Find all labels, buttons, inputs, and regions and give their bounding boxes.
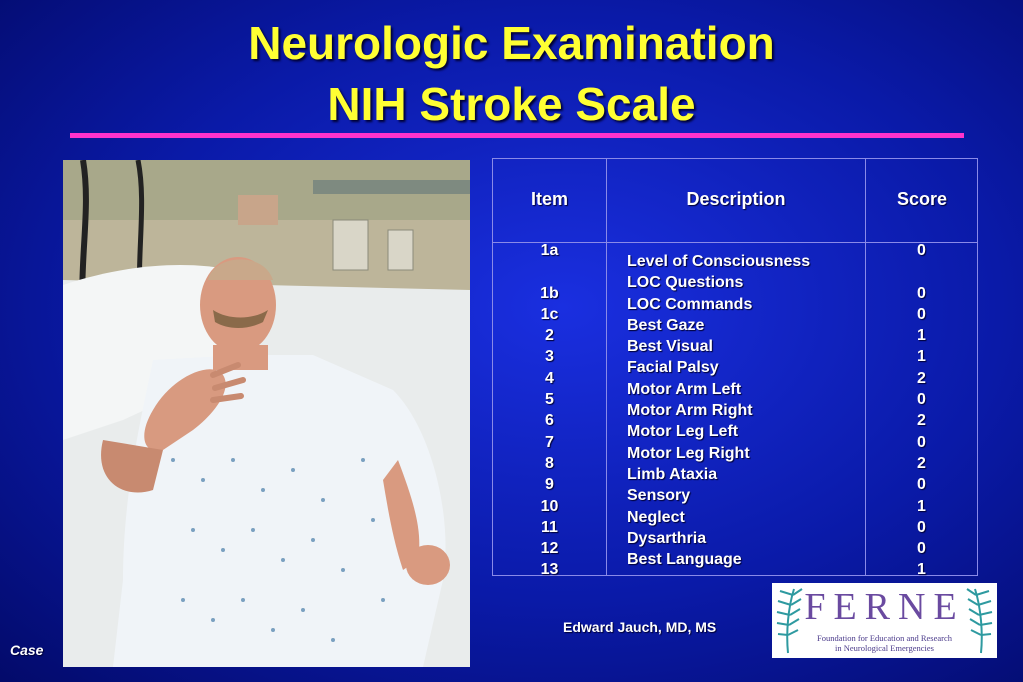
description-cell: Level of Consciousness <box>627 253 811 270</box>
nihss-table <box>492 158 978 579</box>
item-column <box>493 240 606 581</box>
item-cell: 2 <box>545 327 554 345</box>
score-cell: 0 <box>917 518 926 536</box>
description-cell: Best Visual <box>627 338 713 356</box>
description-cell: LOC Questions <box>627 274 744 292</box>
fern-leaf-icon <box>967 589 992 653</box>
item-cell: 7 <box>545 433 554 451</box>
score-cell: 0 <box>917 391 926 409</box>
item-cell: 5 <box>545 391 554 409</box>
title-divider <box>70 133 964 138</box>
item-cell: 6 <box>545 412 554 430</box>
item-cell: 1b <box>540 284 559 302</box>
case-label: Case <box>10 642 44 658</box>
item-cell: 10 <box>540 497 559 515</box>
logo-subtitle: in Neurological Emergencies <box>835 643 934 653</box>
score-cell: 0 <box>917 433 926 451</box>
slide-title: Neurologic Examination <box>248 17 775 69</box>
score-cell: 0 <box>917 284 926 302</box>
item-cell <box>493 261 606 282</box>
score-cell: 1 <box>917 348 926 366</box>
description-cell: Motor Arm Right <box>627 402 753 420</box>
header-score: Score <box>896 189 948 209</box>
item-cell: 11 <box>541 518 558 536</box>
description-column <box>627 251 810 570</box>
description-cell: Sensory <box>627 487 691 505</box>
patient-photo <box>63 160 470 667</box>
author-credit: Edward Jauch, MD, MS <box>563 619 717 635</box>
item-cell: 13 <box>540 561 559 579</box>
item-cell: 3 <box>545 348 554 366</box>
score-cell <box>865 261 978 282</box>
score-cell: 0 <box>917 305 926 323</box>
item-cell: 1a <box>540 242 559 259</box>
column-divider <box>606 159 607 575</box>
item-cell: 8 <box>545 454 554 472</box>
logo-subtitle: Foundation for Education and Research <box>816 633 953 643</box>
score-cell: 1 <box>917 561 926 579</box>
score-cell: 2 <box>917 369 926 387</box>
header-description: Description <box>686 189 786 209</box>
fern-leaf-icon <box>777 589 802 653</box>
item-cell: 12 <box>540 540 559 558</box>
description-cell: Facial Palsy <box>627 359 719 377</box>
description-cell: Best Language <box>627 551 742 569</box>
description-cell: Dysarthria <box>627 529 707 547</box>
score-cell: 2 <box>917 454 926 472</box>
item-cell: 4 <box>545 369 554 387</box>
slide-subtitle: NIH Stroke Scale <box>327 78 696 130</box>
ferne-logo <box>772 583 997 658</box>
description-cell: Limb Ataxia <box>627 465 718 483</box>
score-column <box>865 240 978 581</box>
score-cell: 2 <box>917 412 926 430</box>
header-item: Item <box>530 189 568 209</box>
description-cell: Motor Leg Right <box>627 444 750 462</box>
description-cell: Motor Arm Left <box>627 380 742 398</box>
score-cell: 0 <box>917 540 926 558</box>
score-cell: 1 <box>917 327 926 345</box>
description-cell: LOC Commands <box>627 295 753 313</box>
description-cell: Motor Leg Left <box>627 423 739 441</box>
description-cell: Best Gaze <box>627 316 705 334</box>
score-cell: 1 <box>917 497 926 515</box>
logo-name: FERNE <box>804 586 965 628</box>
score-cell: 0 <box>917 242 926 259</box>
item-cell: 9 <box>545 476 554 494</box>
score-cell: 0 <box>917 476 926 494</box>
description-cell: Neglect <box>627 508 685 526</box>
item-cell: 1c <box>540 305 559 323</box>
